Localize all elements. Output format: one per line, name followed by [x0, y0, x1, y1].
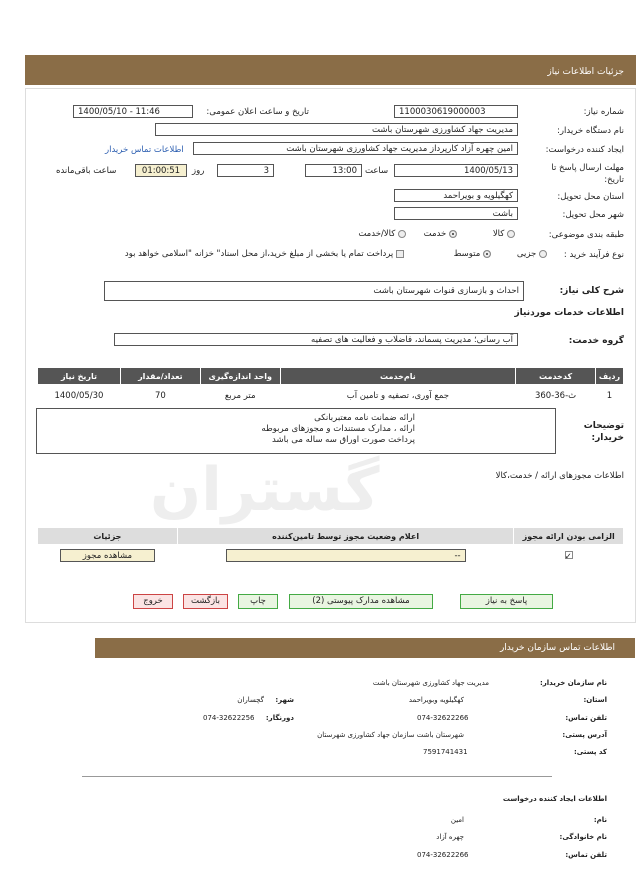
remaining-time-field: 01:00:51 [135, 164, 187, 177]
view-license-button[interactable]: مشاهده مجوز [60, 549, 155, 562]
creator-label: ایجاد کننده درخواست: [545, 145, 624, 155]
contact-city-label: شهر: [275, 696, 294, 704]
remaining-label: ساعت باقی‌مانده [56, 166, 117, 176]
deadline-label: مهلت ارسال پاسخ تا تاریخ: [551, 163, 624, 185]
contact-postal-label: کد پستی: [573, 748, 607, 756]
divider [82, 776, 552, 777]
radio-selected-icon[interactable] [449, 230, 457, 238]
days-field: 3 [217, 164, 274, 177]
contact-province-label: استان: [583, 696, 607, 704]
need-number-label: شماره نیاز: [583, 107, 624, 117]
back-button[interactable]: بازگشت [183, 594, 228, 609]
announce-label: تاریخ و ساعت اعلان عمومی: [206, 107, 309, 117]
cell-details [38, 545, 178, 567]
cell-required [514, 545, 624, 567]
province-label: استان محل تحویل: [557, 192, 624, 202]
contact-address-value: شهرستان باشت سازمان جهاد کشاورزی شهرستان [317, 731, 464, 739]
license-status-field[interactable]: -- [226, 549, 466, 562]
notes-line: ارائه ضمانت نامه معتبربانکی [314, 413, 415, 423]
contact-province-value: کهگیلویه وبویراحمد [408, 696, 464, 704]
notes-box [36, 408, 556, 454]
licenses-title: اطلاعات مجوزهای ارائه / خدمت،کالا [495, 471, 624, 481]
service-group-label: گروه خدمت: [568, 336, 624, 346]
col-row: ردیف [596, 368, 624, 385]
creator-info-title: اطلاعات ایجاد کننده درخواست [502, 795, 607, 803]
days-label: روز [192, 166, 205, 176]
col-details: جزئیات [38, 528, 178, 545]
cell-qty: 70 [154, 390, 166, 401]
service-group-field: آب رسانی؛ مدیریت پسماند، فاضلاب و فعالیت های تصفیه [114, 333, 518, 346]
creator-phone-value: 074-32622266 [417, 851, 469, 859]
process-label: نوع فرآیند خرید : [563, 250, 624, 260]
need-number-field: 1100030619000003 [394, 105, 518, 118]
creator-last-name-label: نام خانوادگی: [559, 833, 607, 841]
col-unit: واحد اندازه‌گیری [200, 368, 280, 385]
creator-first-name-value: امین [450, 816, 464, 824]
category-option-service[interactable]: خدمت [424, 229, 457, 239]
creator-field: امین چهره آزاد کارپرداز مدیریت جهاد کشاورزی شهرستان باشت [193, 142, 518, 155]
services-title: اطلاعات خدمات موردنیاز [514, 308, 624, 318]
summary-label: شرح کلی نیاز: [559, 286, 624, 296]
buyer-contact-link[interactable]: اطلاعات تماس خریدار [105, 145, 184, 155]
col-date: تاریخ نیاز [38, 368, 121, 385]
checkbox-icon[interactable] [396, 250, 404, 258]
notes-line: پرداخت صورت اوراق سه ساله می باشد [272, 435, 415, 445]
exit-button[interactable]: خروج [133, 594, 173, 609]
print-button[interactable]: چاپ [238, 594, 278, 609]
process-option-medium[interactable]: متوسط [454, 249, 491, 259]
contact-phone-value: 074-32622266 [417, 714, 469, 722]
attachments-button[interactable]: مشاهده مدارک پیوستی (2) [289, 594, 433, 609]
contact-phone-label: تلفن تماس: [565, 714, 607, 722]
buyer-org-field: مدیریت جهاد کشاورزی شهرستان باشت [155, 123, 518, 136]
radio-icon[interactable] [539, 250, 547, 258]
time-label: ساعت [365, 166, 389, 176]
col-status: اعلام وضعیت مجوز توسط تامین‌کننده [177, 528, 514, 545]
buyer-org-label: نام دستگاه خریدار: [557, 126, 624, 136]
category-option-goods-service[interactable]: کالا/خدمت [358, 229, 406, 239]
radio-icon[interactable] [507, 230, 515, 238]
table-row [38, 545, 624, 567]
table-row [38, 385, 624, 407]
page-title: جزئیات اطلاعات نیاز [547, 67, 624, 77]
summary-field: احداث و بازسازی قنوات شهرستان باشت [104, 281, 524, 301]
radio-selected-icon[interactable] [483, 250, 491, 258]
contact-fax-label: دورنگار: [265, 714, 294, 722]
page-header [25, 55, 636, 85]
process-option-minor[interactable]: جزیی [517, 249, 547, 259]
contact-city-value: گچساران [237, 696, 264, 704]
cell-unit: متر مربع [224, 390, 256, 401]
col-name: نام‌خدمت [280, 368, 515, 385]
notes-line: ارائه ، مدارک مستندات و مجوزهای مربوطه [261, 424, 415, 434]
col-code: کدخدمت [516, 368, 596, 385]
cell-name: جمع آوری، تصفیه و تامین آب [346, 390, 450, 401]
city-field: باشت [394, 207, 518, 220]
col-required: الزامی بودن ارائه مجوز [514, 528, 624, 545]
licenses-table [37, 527, 624, 567]
reply-button[interactable]: پاسخ به نیاز [460, 594, 553, 609]
creator-last-name-value: چهره آزاد [436, 833, 464, 841]
creator-first-name-label: نام: [593, 816, 607, 824]
watermark: گستران [150, 455, 380, 525]
cell-date: 1400/05/30 [54, 390, 104, 401]
category-label: طبقه بندی موضوعی: [548, 230, 624, 240]
services-table-header [38, 368, 624, 385]
contact-title: اطلاعات تماس سازمان خریدار [499, 643, 615, 653]
col-qty: تعداد/مقدار [120, 368, 200, 385]
cell-status [177, 545, 514, 567]
contact-postal-value: 7591741431 [423, 748, 468, 756]
cell-row: 1 [606, 390, 613, 401]
announce-field: 1400/05/10 - 11:46 [73, 105, 193, 118]
services-table [37, 367, 624, 407]
deadline-date-field: 1400/05/13 [394, 164, 518, 177]
contact-org-value: مدیریت جهاد کشاورزی شهرستان باشت [372, 679, 489, 687]
creator-phone-label: تلفن تماس: [565, 851, 607, 859]
checked-checkbox-icon: ✓ [564, 552, 572, 563]
radio-icon[interactable] [398, 230, 406, 238]
notes-label: توضیحات خریدار: [583, 421, 624, 443]
contact-header [95, 638, 635, 658]
province-field: کهگیلویه و بویراحمد [394, 189, 518, 202]
contact-org-label: نام سازمان خریدار: [539, 679, 607, 687]
contact-address-label: آدرس پستی: [562, 731, 607, 739]
licenses-table-header [38, 528, 624, 545]
deadline-time-field: 13:00 [305, 164, 362, 177]
city-label: شهر محل تحویل: [562, 210, 624, 220]
category-option-goods[interactable]: کالا [493, 229, 515, 239]
contact-fax-value: 074-32622256 [203, 714, 255, 722]
payment-note: پرداخت تمام یا بخشی از مبلغ خرید،از محل اسناد" خزانه "اسلامی خواهد بود [125, 249, 404, 259]
cell-code: ث-36-360 [534, 390, 577, 401]
